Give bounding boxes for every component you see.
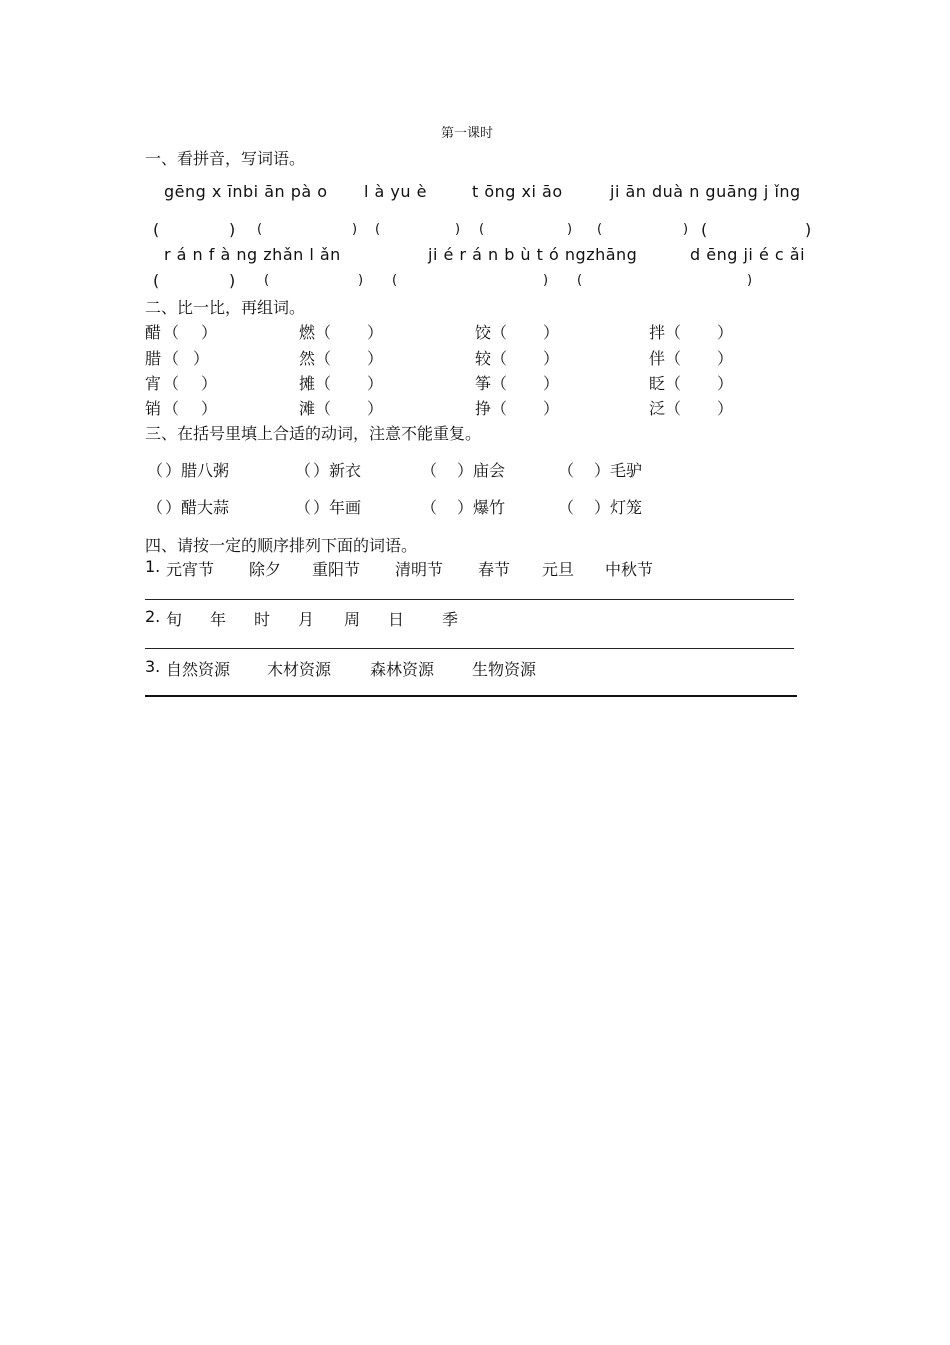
paren-close: ） [543, 349, 560, 368]
paren-open: （ [421, 461, 438, 480]
paren-close: ） [201, 399, 218, 418]
paren-close: ） [367, 323, 384, 342]
answer-paren-open: ( [375, 222, 381, 237]
answer-paren-close: ) [229, 271, 236, 290]
compare-char: 泛 [649, 399, 666, 418]
paren-open: （ [163, 374, 180, 393]
fill-phrase: 腊八粥 [181, 461, 230, 480]
q3-word: 木材资源 [267, 660, 332, 679]
paren-open: （ [315, 349, 332, 368]
paren-close: ） [543, 323, 560, 342]
paren-close: ） [367, 349, 384, 368]
q2-word: 时 [254, 610, 271, 629]
compare-char: 较 [475, 349, 492, 368]
q2-number: 2. [145, 607, 161, 626]
pinyin-2: l à yu è [364, 182, 427, 201]
compare-char: 挣 [475, 399, 492, 418]
paren-open: （ [295, 498, 312, 517]
pinyin-4: ji ān duà n guāng j ǐng [610, 182, 801, 201]
q3-word: 生物资源 [472, 660, 537, 679]
answer-paren-open: ( [392, 273, 398, 288]
pinyin-6: ji é r á n b ù t ó ngzhāng [428, 245, 638, 264]
paren-close: ） [201, 374, 218, 393]
answer-line [145, 599, 794, 600]
paren-open: （ [665, 323, 682, 342]
q2-word: 旬 [166, 610, 183, 629]
answer-paren-close: ) [352, 222, 358, 237]
paren-open: （ [163, 349, 180, 368]
paren-close: ） [717, 323, 734, 342]
answer-paren-open: ( [597, 222, 603, 237]
paren-open: （ [491, 349, 508, 368]
section2-heading: 二、比一比，再组词。 [145, 298, 306, 317]
page-title: 第一课时 [441, 126, 494, 141]
paren-close: ） [717, 374, 734, 393]
answer-line [145, 695, 797, 697]
paren-close: ） [367, 399, 384, 418]
paren-open: （ [558, 461, 575, 480]
paren-close: ） [193, 349, 210, 368]
paren-close: ） [201, 323, 218, 342]
pinyin-3: t ōng xi āo [472, 182, 563, 201]
compare-char: 销 [145, 399, 162, 418]
compare-char: 醋 [145, 323, 162, 342]
q1-word: 清明节 [395, 560, 444, 579]
answer-line [145, 648, 794, 649]
answer-paren-close: ) [683, 222, 689, 237]
q2-word: 周 [344, 610, 361, 629]
q2-word: 月 [298, 610, 315, 629]
paren-open: （ [147, 498, 164, 517]
paren-close: ） [313, 461, 330, 480]
q3-word: 森林资源 [370, 660, 435, 679]
answer-paren-close: ) [747, 273, 753, 288]
section1-heading: 一、看拼音，写词语。 [145, 149, 306, 168]
q2-word: 季 [442, 610, 459, 629]
paren-close: ） [457, 461, 474, 480]
compare-char: 伴 [649, 349, 666, 368]
q1-word: 元旦 [542, 560, 575, 579]
compare-char: 然 [299, 349, 316, 368]
paren-open: （ [491, 399, 508, 418]
pinyin-7: d ēng ji é c ǎi [690, 245, 806, 264]
paren-open: （ [421, 498, 438, 517]
paren-open: （ [491, 323, 508, 342]
answer-paren-close: ) [567, 222, 573, 237]
q2-word: 日 [388, 610, 405, 629]
answer-paren-open: ( [264, 273, 270, 288]
answer-paren-close: ) [543, 273, 549, 288]
q1-word: 春节 [478, 560, 511, 579]
fill-phrase: 醋大蒜 [181, 498, 230, 517]
compare-char: 筝 [475, 374, 492, 393]
q1-word: 重阳节 [312, 560, 361, 579]
paren-close: ） [367, 374, 384, 393]
paren-close: ） [543, 374, 560, 393]
answer-paren-open: ( [153, 220, 160, 239]
q2-word: 年 [210, 610, 227, 629]
answer-paren-open: ( [257, 222, 263, 237]
paren-open: （ [315, 374, 332, 393]
fill-phrase: 新衣 [329, 461, 362, 480]
paren-close: ） [543, 399, 560, 418]
paren-close: ） [165, 498, 182, 517]
fill-phrase: 爆竹 [473, 498, 506, 517]
compare-char: 燃 [299, 323, 316, 342]
q1-word: 中秋节 [605, 560, 654, 579]
paren-open: （ [163, 399, 180, 418]
compare-char: 饺 [475, 323, 492, 342]
compare-char: 拌 [649, 323, 666, 342]
paren-open: （ [491, 374, 508, 393]
fill-phrase: 年画 [329, 498, 362, 517]
pinyin-1: gēng x īnbi ān pà o [164, 182, 328, 201]
paren-close: ） [717, 349, 734, 368]
pinyin-5: r á n f à ng zhǎn l ǎn [164, 245, 341, 264]
paren-open: （ [315, 399, 332, 418]
q1-word: 除夕 [249, 560, 282, 579]
paren-open: （ [315, 323, 332, 342]
answer-paren-close: ) [358, 273, 364, 288]
paren-close: ） [594, 461, 611, 480]
paren-close: ） [313, 498, 330, 517]
paren-open: （ [665, 349, 682, 368]
paren-open: （ [558, 498, 575, 517]
compare-char: 眨 [649, 374, 666, 393]
q1-number: 1. [145, 557, 161, 576]
compare-char: 摊 [299, 374, 316, 393]
paren-open: （ [163, 323, 180, 342]
compare-char: 滩 [299, 399, 316, 418]
compare-char: 宵 [145, 374, 162, 393]
q3-word: 自然资源 [166, 660, 231, 679]
paren-close: ） [594, 498, 611, 517]
answer-paren-close: ) [229, 220, 236, 239]
section4-heading: 四、请按一定的顺序排列下面的词语。 [145, 536, 418, 555]
q3-number: 3. [145, 657, 161, 676]
compare-char: 腊 [145, 349, 162, 368]
fill-phrase: 毛驴 [610, 461, 643, 480]
paren-close: ） [717, 399, 734, 418]
paren-open: （ [295, 461, 312, 480]
answer-paren-open: ( [153, 271, 160, 290]
fill-phrase: 庙会 [473, 461, 506, 480]
q1-word: 元宵节 [166, 560, 215, 579]
section3-heading: 三、在括号里填上合适的动词，注意不能重复。 [145, 424, 482, 443]
fill-phrase: 灯笼 [610, 498, 643, 517]
answer-paren-open: ( [479, 222, 485, 237]
paren-open: （ [665, 374, 682, 393]
answer-paren-open: ( [577, 273, 583, 288]
answer-paren-close: ) [455, 222, 461, 237]
paren-open: （ [665, 399, 682, 418]
answer-paren-close: ) [805, 220, 812, 239]
answer-paren-open: ( [701, 220, 708, 239]
paren-close: ） [165, 461, 182, 480]
paren-open: （ [147, 461, 164, 480]
paren-close: ） [457, 498, 474, 517]
